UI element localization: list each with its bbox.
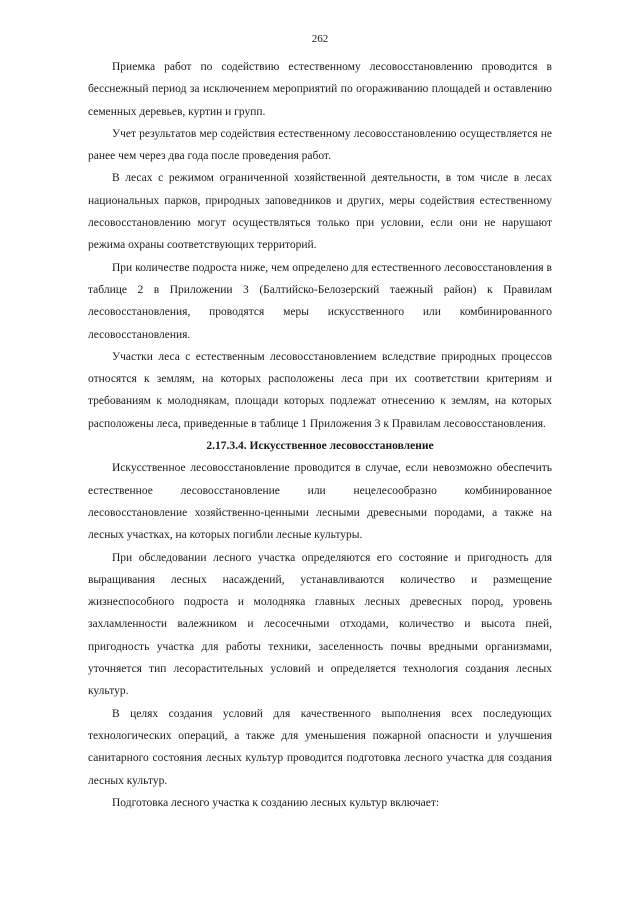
paragraph-acceptance-of-work: Приемка работ по содействию естественному лесовосстановлению проводится в бесснежный период за исключением мероприятий по огораживанию площадей и оставлению семенных деревьев, куртин и групп.: [88, 61, 552, 118]
paragraph-artificial-regeneration: Искусственное лесовосстановление проводится в случае, если невозможно обеспечить естественное лесовосстановление или нецелесообразно комбинированное лесовосстановление хозяйственно-ценными лесными древесными породами, а также на лесных участках, на которых погибли лесные культуры.: [88, 462, 552, 542]
paragraph-restricted-forests: В лесах с режимом ограниченной хозяйственной деятельности, в том числе в лесах национальных парков, природных заповедников и других, меры содействия естественному лесовосстановлению могут осуществляться только при условии, если они не нарушают режима охраны соответствующих территорий.: [88, 172, 552, 252]
page-body: [88, 56, 552, 814]
paragraph-results-accounting: Учет результатов мер содействия естественному лесовосстановлению осуществляется не ранее чем через два года после проведения работ.: [88, 127, 552, 163]
paragraph-undergrowth-quantity: При количестве подроста ниже, чем определено для естественного лесовосстановления в таблице 2 в Приложении 3 (Балтийско-Белозерский таежный район) к Правилам лесовосстановления, проводятся меры искусственного или комбинированного лесовосстановления.: [88, 261, 552, 341]
page-number: 262: [311, 33, 329, 45]
section-heading: 2.17.3.4. Искусственное лесовосстановление: [206, 440, 434, 453]
paragraph-site-preparation-purpose: В целях создания условий для качественного выполнения всех последующих технологических операций, а также для уменьшения пожарной опасности и улучшения санитарного состояния лесных культур проводится подготовка лесного участка для создания лесных культур.: [88, 707, 552, 787]
paragraph-natural-regeneration-lands: Участки леса с естественным лесовосстановлением вследствие природных процессов относятся к землям, на которых расположены леса при их соответствии критериям и требованиям к молоднякам, площади которых подлежат отнесению к землям, на которых расположены леса, приведенные в таблице 1 Приложения 3 к Правилам лесовосстановления.: [88, 350, 552, 430]
paragraph-site-survey: При обследовании лесного участка определяются его состояние и пригодность для выращивания лесных насаждений, устанавливаются количество и размещение жизнеспособного подроста и молодняка главных лесных древесных пород, уровень захламленности валежником и лесосечными отходами, количество и высота пней, пригодность участка для работы техники, заселенность почвы вредными организмами, уточняется тип лесорастительных условий и определяется технология создания лесных культур.: [88, 551, 552, 698]
paragraph-site-preparation-includes: Подготовка лесного участка к созданию лесных культур включает:: [112, 796, 440, 809]
